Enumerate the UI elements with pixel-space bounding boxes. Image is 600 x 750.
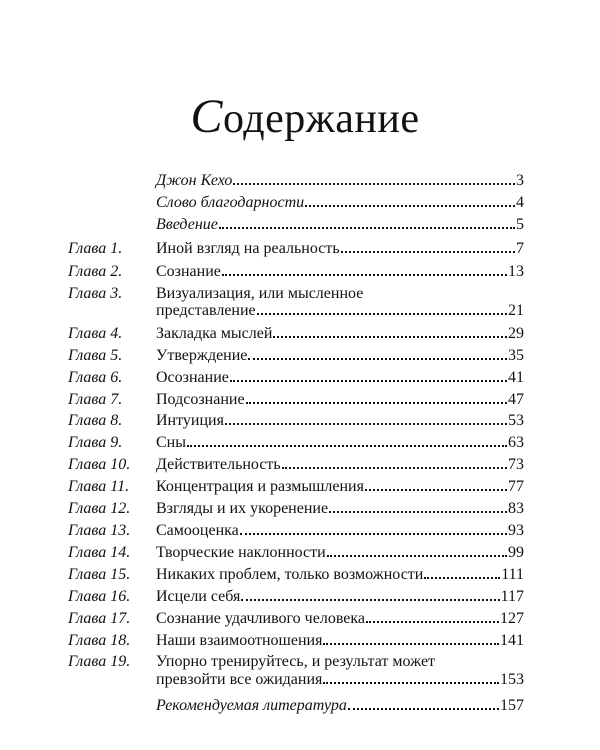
toc-entry-title: Взгляды и их укоренение [156, 500, 329, 517]
toc-entry-page: 4 [516, 194, 524, 211]
toc-entry-title: превзойти все ожидания [156, 671, 323, 688]
toc-entry-title-line1: Упорно тренируйтесь, и результат может [156, 653, 436, 670]
toc-row-chapter-10[interactable] [0, 456, 600, 478]
leader-dots [329, 510, 507, 513]
chapter-label: Глава 11. [68, 478, 130, 495]
chapter-label: Глава 16. [68, 588, 131, 605]
leader-dots [323, 681, 499, 684]
toc-entry-title: Утверждение [156, 347, 248, 364]
toc-row-chapter-6[interactable] [0, 369, 600, 391]
toc-entry-title: Сознание удачливого человека [156, 610, 366, 627]
toc-row-chapter-7[interactable] [0, 391, 600, 413]
toc-entry-page: 35 [508, 347, 524, 364]
toc-entry-title: Введение [156, 216, 218, 233]
toc-row-chapter-5[interactable] [0, 347, 600, 369]
toc-entry-title: Сны [156, 434, 186, 451]
toc-entry-page: 93 [508, 522, 524, 539]
toc-entry-page: 77 [508, 478, 524, 495]
leader-dots [241, 598, 499, 601]
title-initial: С [190, 90, 223, 143]
toc-row-chapter-16[interactable] [0, 588, 600, 610]
chapter-label: Глава 18. [68, 632, 131, 649]
leader-dots [222, 273, 507, 276]
toc-row-chapter-9[interactable] [0, 434, 600, 456]
toc-entry-page: 7 [516, 240, 524, 257]
leader-dots [273, 335, 507, 338]
chapter-label: Глава 5. [68, 347, 123, 364]
chapter-label: Глава 13. [68, 522, 131, 539]
toc-entry-title: Осознание [156, 369, 229, 386]
chapter-label: Глава 15. [68, 566, 131, 583]
toc-entry-title: Иной взгляд на реальность [156, 240, 340, 257]
toc-entry-page: 117 [500, 588, 524, 605]
chapter-label: Глава 14. [68, 544, 131, 561]
toc-row-chapter-17[interactable] [0, 610, 600, 632]
toc-entry-page: 99 [508, 544, 524, 561]
chapter-label: Глава 12. [68, 500, 131, 517]
toc-entry-title: Самооценка [156, 522, 239, 539]
toc-entry-page: 53 [508, 412, 524, 429]
toc-row-chapter-11[interactable] [0, 478, 600, 500]
toc-row-chapter-4[interactable] [0, 325, 600, 347]
chapter-label: Глава 1. [68, 240, 123, 257]
toc-entry-title: представление [156, 302, 256, 319]
toc-entry-title: Действительность [156, 456, 281, 473]
toc-entry-title: Исцели себя [156, 588, 241, 605]
toc-entry-page: 13 [508, 263, 524, 280]
toc-entry-page: 153 [500, 671, 524, 688]
leader-dots [225, 422, 507, 425]
leader-dots [219, 226, 515, 229]
toc-row-chapter-3[interactable] [0, 302, 600, 324]
chapter-label: Глава 10. [68, 456, 131, 473]
toc-row-back-1[interactable] [0, 697, 600, 719]
chapter-label: Глава 6. [68, 369, 123, 386]
toc-entry-page: 83 [508, 500, 524, 517]
chapter-label: Глава 19. [68, 653, 131, 670]
chapter-label: Глава 9. [68, 434, 123, 451]
toc-entry-page: 127 [500, 610, 524, 627]
toc-entry-title: Джон Кехо [156, 172, 233, 189]
toc-entry-title: Творческие наклонности [156, 544, 326, 561]
title-rest: одержание [222, 96, 420, 142]
leader-dots [282, 466, 507, 469]
leader-dots [257, 312, 507, 315]
toc-entry-page: 29 [508, 325, 524, 342]
leader-dots [246, 401, 507, 404]
leader-dots [365, 488, 507, 491]
toc-row-chapter-14[interactable] [0, 544, 600, 566]
toc-entry-page: 111 [501, 566, 524, 583]
toc-row-chapter-19[interactable] [0, 671, 600, 693]
leader-dots [240, 532, 507, 535]
toc-entry-title-line1: Визуализация, или мысленное [156, 285, 364, 302]
toc-entry-page: 141 [500, 632, 524, 649]
leader-dots [305, 204, 515, 207]
chapter-label: Глава 8. [68, 412, 123, 429]
toc-row-chapter-2[interactable] [0, 263, 600, 285]
toc-entry-title: Закладка мыслей [156, 325, 273, 342]
toc-entry-page: 21 [508, 302, 524, 319]
leader-dots [233, 182, 515, 185]
toc-entry-page: 5 [516, 216, 524, 233]
toc-entry-page: 41 [508, 369, 524, 386]
toc-row-chapter-18[interactable] [0, 632, 600, 654]
toc-entry-page: 3 [516, 172, 524, 189]
leader-dots [323, 642, 499, 645]
toc-entry-title: Рекомендуемая литература [156, 697, 347, 714]
chapter-label: Глава 4. [68, 325, 123, 342]
toc-row-chapter-8[interactable] [0, 412, 600, 434]
toc-row-chapter-13[interactable] [0, 522, 600, 544]
toc-row-chapter-15[interactable] [0, 566, 600, 588]
leader-dots [366, 620, 499, 623]
toc-entry-title: Подсознание [156, 391, 245, 408]
toc-entry-title: Сознание [156, 263, 221, 280]
toc-entry-page: 47 [508, 391, 524, 408]
chapter-label: Глава 3. [68, 285, 123, 302]
toc-entry-title: Интуиция [156, 412, 224, 429]
leader-dots [341, 250, 515, 253]
toc-entry-page: 73 [508, 456, 524, 473]
leader-dots [327, 554, 507, 557]
toc-entry-title: Концентрация и размышления [156, 478, 364, 495]
toc-row-front-2[interactable] [0, 194, 600, 216]
toc-row-chapter-12[interactable] [0, 500, 600, 522]
leader-dots [424, 576, 500, 579]
toc-entry-title: Слово благодарности [156, 194, 305, 211]
toc-entry-page: 63 [508, 434, 524, 451]
leader-dots [187, 444, 507, 447]
toc-entry-title: Никаких проблем, только возможности [156, 566, 424, 583]
leader-dots [348, 707, 499, 710]
toc-entry-title: Наши взаимоотношения [156, 632, 323, 649]
chapter-label: Глава 7. [68, 391, 123, 408]
chapter-label: Глава 17. [68, 610, 131, 627]
toc-row-chapter-1[interactable] [0, 240, 600, 262]
leader-dots [230, 379, 507, 382]
leader-dots [248, 357, 507, 360]
chapter-label: Глава 2. [68, 263, 123, 280]
toc-row-front-3[interactable] [0, 216, 600, 238]
toc-entry-page: 157 [500, 697, 524, 714]
page-title [10, 92, 600, 144]
toc-row-front-1[interactable] [0, 172, 600, 194]
